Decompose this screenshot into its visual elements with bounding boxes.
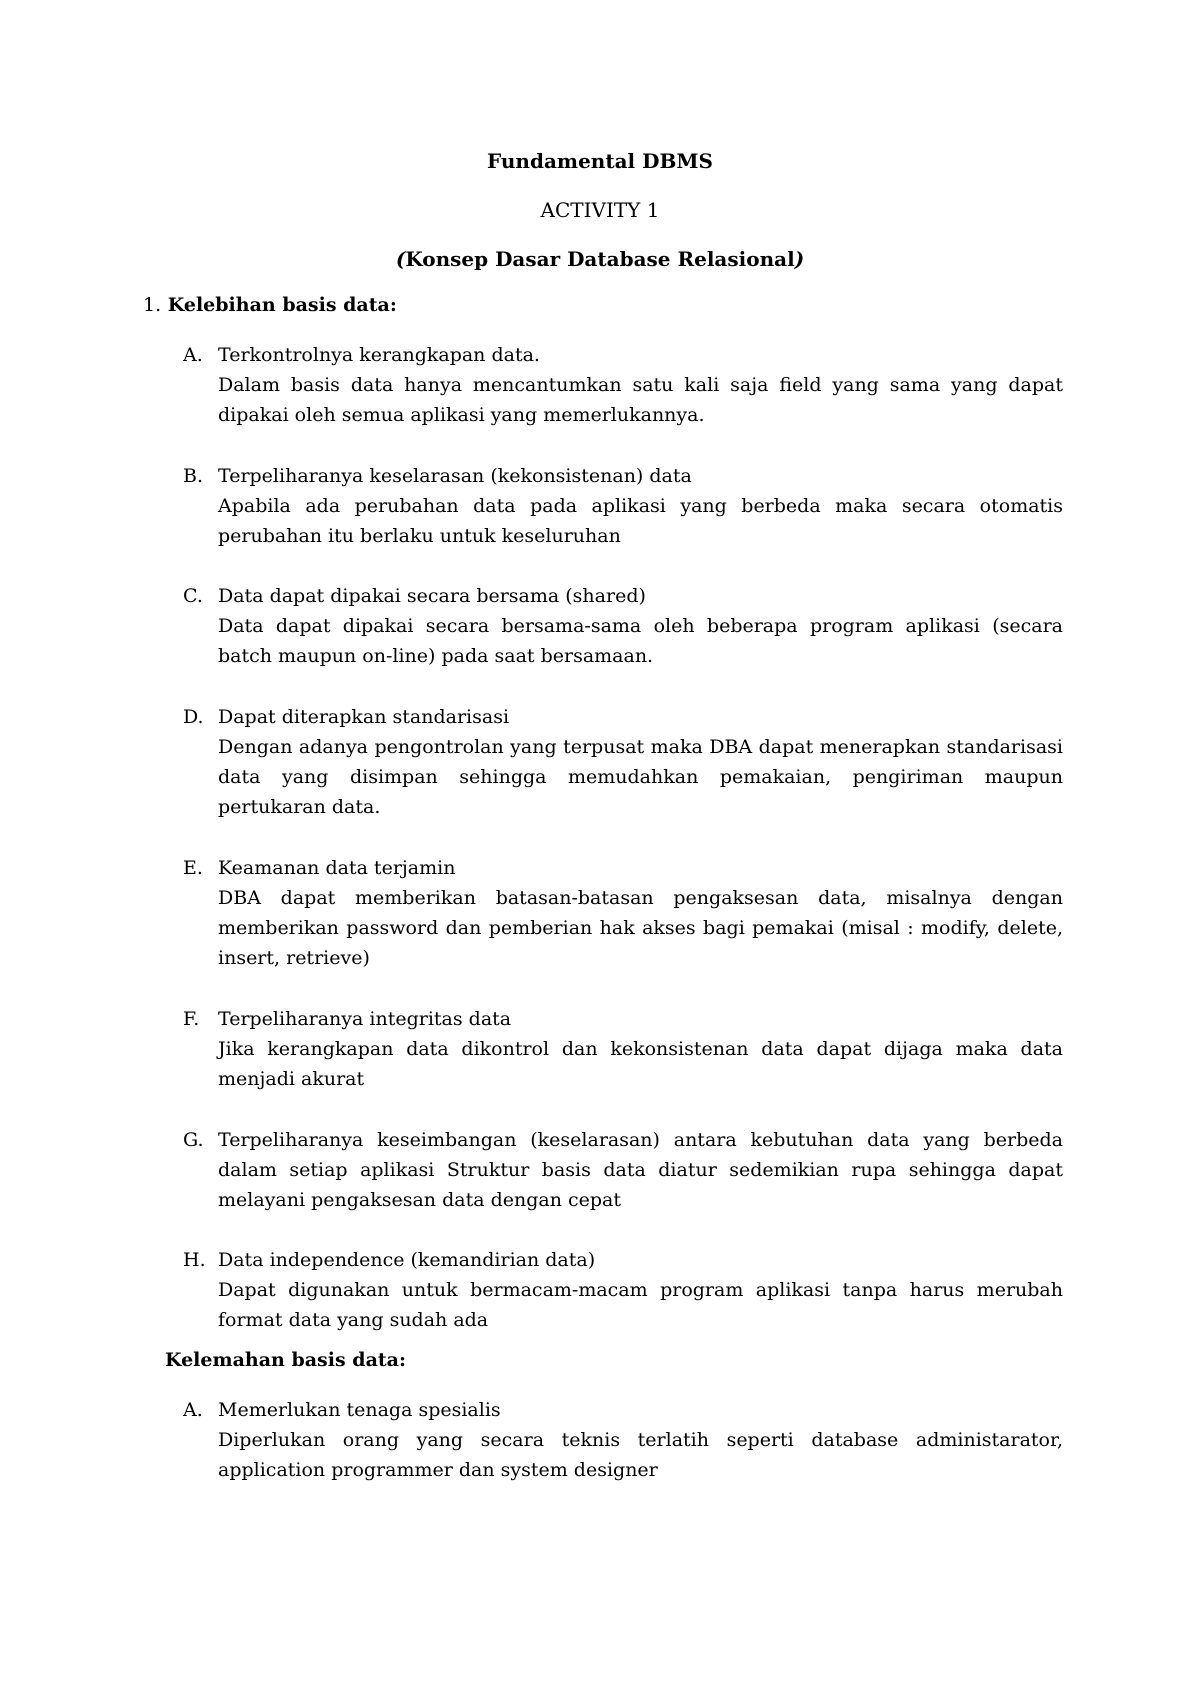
item-title: Terpeliharanya keselarasan (kekonsistenan) data bbox=[218, 465, 692, 487]
item-title: Memerlukan tenaga spesialis bbox=[218, 1399, 501, 1421]
item-description: Diperlukan orang yang secara teknis terlatih seperti database administarator, application programmer dan system designer bbox=[218, 1429, 1063, 1481]
item-letter: C. bbox=[183, 585, 203, 607]
item-description: Dalam basis data hanya mencantumkan satu kali saja field yang sama yang dapat dipakai oleh semua aplikasi yang memerlukannya. bbox=[218, 374, 1063, 426]
subtitle-open-paren: ( bbox=[395, 247, 406, 271]
item-description: Dengan adanya pengontrolan yang terpusat maka DBA dapat menerapkan standarisasi data yang disimpan sehingga memudahkan pemakaian, pengiriman maupun pertukaran data. bbox=[218, 736, 1063, 818]
item-title: Data independence (kemandirian data) bbox=[218, 1249, 596, 1271]
kelebihan-heading-text: Kelebihan basis data: bbox=[167, 294, 397, 316]
item-letter: F. bbox=[183, 1008, 200, 1030]
item-letter: E. bbox=[183, 857, 203, 879]
item-description: Apabila ada perubahan data pada aplikasi yang berbeda maka secara otomatis perubahan itu berlaku untuk keseluruhan bbox=[218, 495, 1063, 547]
item-letter: A. bbox=[183, 1399, 203, 1421]
activity-label: ACTIVITY 1 bbox=[540, 198, 660, 222]
item-letter: A. bbox=[183, 344, 203, 366]
item-description: Terpeliharanya keseimbangan (keselarasan) antara kebutuhan data yang berbeda dalam setiap aplikasi Struktur basis data diatur sedemikian rupa sehingga dapat melayani pengaksesan data dengan cepat bbox=[218, 1129, 1063, 1211]
item-title: Terpeliharanya integritas data bbox=[218, 1008, 512, 1030]
item-letter: D. bbox=[183, 706, 204, 728]
kelemahan-heading: Kelemahan basis data: bbox=[165, 1349, 406, 1371]
section-number: 1. bbox=[143, 294, 162, 316]
subtitle-close-paren: ) bbox=[794, 247, 805, 271]
item-description: Jika kerangkapan data dikontrol dan kekonsistenan data dapat dijaga maka data menjadi akurat bbox=[218, 1038, 1063, 1090]
item-description: Dapat digunakan untuk bermacam-macam program aplikasi tanpa harus merubah format data yang sudah ada bbox=[218, 1279, 1063, 1331]
item-title: Keamanan data terjamin bbox=[218, 857, 456, 879]
subtitle-text: Konsep Dasar Database Relasional bbox=[405, 247, 795, 271]
item-letter: G. bbox=[183, 1129, 204, 1151]
document-subtitle bbox=[0, 244, 1200, 274]
item-title: Data dapat dipakai secara bersama (shared) bbox=[218, 585, 646, 607]
item-description: Data dapat dipakai secara bersama-sama oleh beberapa program aplikasi (secara batch maupun on-line) pada saat bersamaan. bbox=[218, 615, 1063, 667]
item-title: Terkontrolnya kerangkapan data. bbox=[218, 344, 540, 366]
document-title: Fundamental DBMS bbox=[487, 149, 713, 173]
item-description: DBA dapat memberikan batasan-batasan pengaksesan data, misalnya dengan memberikan password dan pemberian hak akses bagi pemakai (misal : modify, delete, insert, retrieve) bbox=[218, 887, 1063, 969]
item-letter: H. bbox=[183, 1249, 206, 1271]
item-title: Dapat diterapkan standarisasi bbox=[218, 706, 510, 728]
kelebihan-heading bbox=[143, 290, 397, 320]
item-letter: B. bbox=[183, 465, 204, 487]
